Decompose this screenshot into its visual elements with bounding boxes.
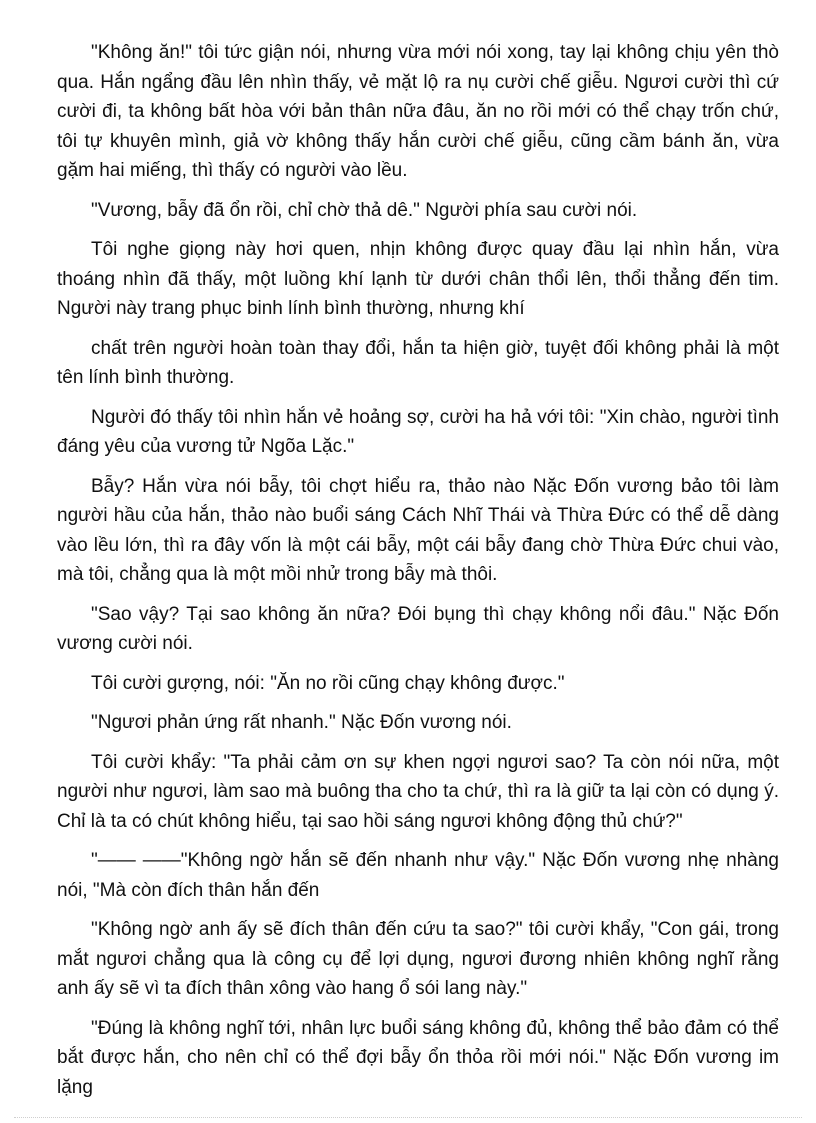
- paragraph: Bẫy? Hắn vừa nói bẫy, tôi chợt hiểu ra, thảo nào Nặc Đốn vương bảo tôi làm người hầu của hắn, thảo nào buổi sáng Cách Nhĩ Thái và Thừa Đức có thể dễ dàng vào lều lớn, thì ra đây vốn là một cái bẫy, một cái bẫy đang chờ Thừa Đức chui vào, mà tôi, chẳng qua là một mồi nhử trong bẫy mà thôi.: [57, 475, 779, 586]
- paragraph: "Không ăn!" tôi tức giận nói, nhưng vừa mới nói xong, tay lại không chịu yên thò qua. Hắn ngẩng đầu lên nhìn thấy, vẻ mặt lộ ra nụ cười chế giễu. Ngươi cười thì cứ cười đi, ta không bất hòa với bản thân nữa đâu, ăn no rồi mới có thể chạy trốn chứ, tôi tự khuyên mình, giả vờ không thấy hắn cười chế giễu, cũng cầm bánh ăn, vừa gặm hai miếng, thì thấy có người vào lều.: [57, 42, 779, 182]
- paragraph: "Không ngờ anh ấy sẽ đích thân đến cứu ta sao?" tôi cười khẩy, "Con gái, trong mắt ngươi chẳng qua là công cụ để lợi dụng, ngươi đương nhiên không nghĩ rằng anh ấy sẽ vì ta đích thân xông vào hang ổ sói lang này.": [57, 919, 779, 1000]
- paragraph: "Vương, bẫy đã ổn rồi, chỉ chờ thả dê." Người phía sau cười nói.: [91, 199, 638, 221]
- paragraph: Tôi cười khẩy: "Ta phải cảm ơn sự khen ngợi ngươi sao? Ta còn nói nữa, một người như ngươi, làm sao mà buông tha cho ta chứ, thì ra là giữ ta lại còn có dụng ý. Chỉ là ta có chút không hiểu, tại sao hồi sáng ngươi không động thủ chứ?": [57, 751, 779, 832]
- document-body: [57, 38, 779, 1112]
- page-bottom-divider: [14, 1117, 802, 1118]
- paragraph: "—— ——"Không ngờ hắn sẽ đến nhanh như vậy." Nặc Đốn vương nhẹ nhàng nói, "Mà còn đích thân hắn đến: [57, 850, 779, 901]
- paragraph: "Đúng là không nghĩ tới, nhân lực buổi sáng không đủ, không thể bảo đảm có thể bắt được hắn, cho nên chỉ có thể đợi bẫy ổn thỏa rồi mới nói." Nặc Đốn vương im lặng: [57, 1017, 779, 1098]
- paragraph: "Sao vậy? Tại sao không ăn nữa? Đói bụng thì chạy không nổi đâu." Nặc Đốn vương cười nói.: [57, 603, 779, 655]
- paragraph: chất trên người hoàn toàn thay đổi, hắn ta hiện giờ, tuyệt đối không phải là một tên lính bình thường.: [57, 337, 779, 389]
- paragraph: Tôi nghe giọng này hơi quen, nhịn không được quay đầu lại nhìn hắn, vừa thoáng nhìn đã thấy, một luồng khí lạnh từ dưới chân thổi lên, thổi thẳng đến tim. Người này trang phục binh lính bình thường, nhưng khí: [57, 239, 779, 320]
- paragraph: Tôi cười gượng, nói: "Ăn no rồi cũng chạy không được.": [91, 672, 565, 694]
- paragraph: "Ngươi phản ứng rất nhanh." Nặc Đốn vương nói.: [91, 712, 512, 734]
- paragraph: Người đó thấy tôi nhìn hắn vẻ hoảng sợ, cười ha hả với tôi: "Xin chào, người tình đáng yêu của vương tử Ngõa Lặc.": [57, 406, 779, 458]
